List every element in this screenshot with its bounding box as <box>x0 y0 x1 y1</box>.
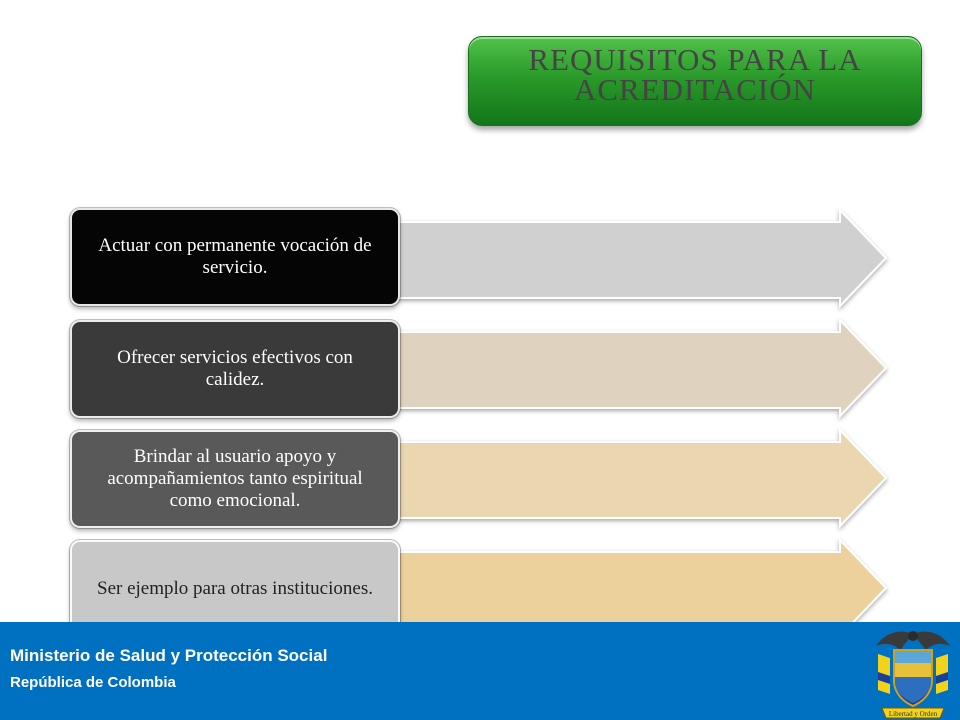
motto-text: Libertad y Orden <box>888 710 938 718</box>
country-name: República de Colombia <box>10 674 176 691</box>
requirement-item-3: Brindar al usuario apoyo y acompañamientos tanto espiritual como emocional. <box>70 430 400 528</box>
title-line-2: ACREDITACIÓN <box>573 72 816 107</box>
footer-bar <box>0 622 960 720</box>
arrow-3 <box>380 430 886 526</box>
arrow-2 <box>380 320 886 416</box>
requirement-item-2: Ofrecer servicios efectivos con calidez. <box>70 320 400 418</box>
requirement-item-1: Actuar con permanente vocación de servicio. <box>70 208 400 306</box>
coat-of-arms-icon <box>868 624 958 720</box>
title-line-1: REQUISITOS PARA LA <box>528 42 862 77</box>
ministry-name: Ministerio de Salud y Protección Social <box>10 646 328 665</box>
requirement-item-4: Ser ejemplo para otras instituciones. <box>70 540 400 638</box>
arrow-1 <box>380 210 886 306</box>
